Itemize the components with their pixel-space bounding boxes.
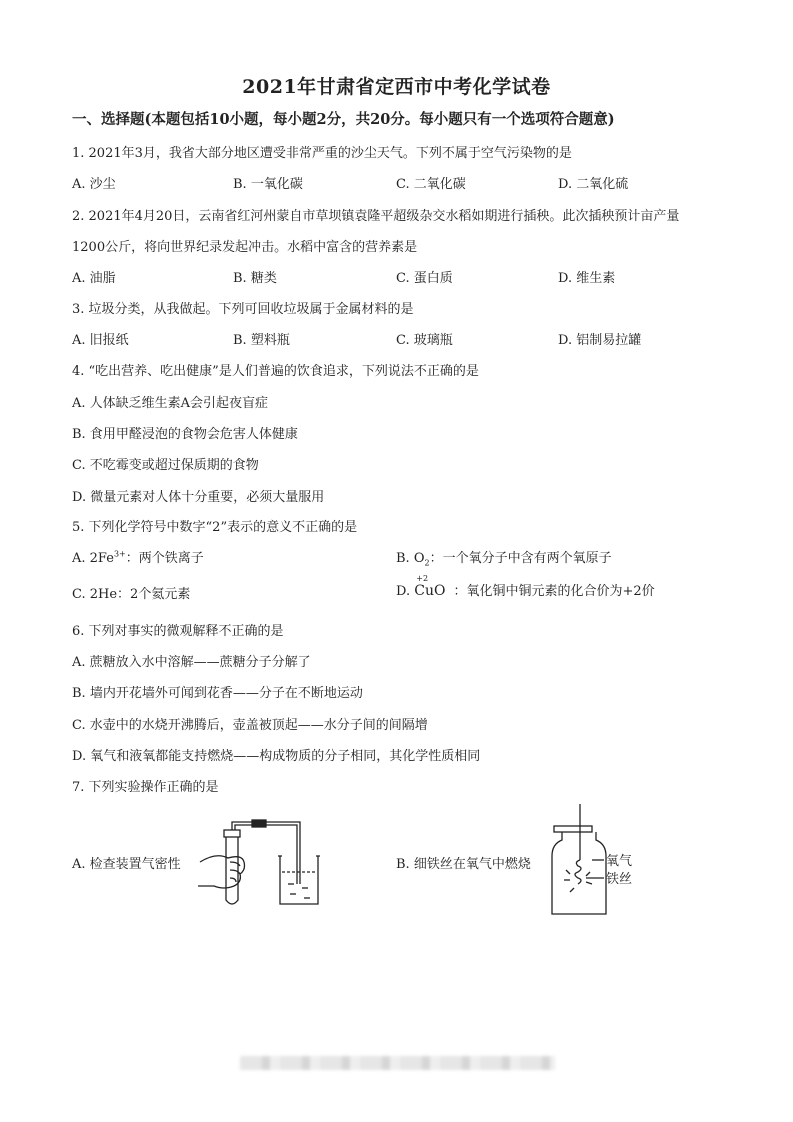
question-3-stem: 3. 垃圾分类，从我做起。下列可回收垃圾属于金属材料的是 [72,302,414,317]
question-1-stem: 1. 2021年3月，我省大部分地区遭受非常严重的沙尘天气。下列不属于空气污染物的是 [72,146,572,161]
q5-option-d [396,574,655,599]
q1-option-a: A. 沙尘 [72,177,116,192]
q3-option-c: C. 玻璃瓶 [396,333,453,348]
q5-d-prefix: D. [396,584,411,599]
iron-wire-oxygen-figure [548,804,648,920]
q5-d-formula: CuO [414,583,446,599]
q1-option-d: D. 二氧化硫 [558,177,629,192]
question-6-stem: 6. 下列对事实的微观解释不正确的是 [72,624,284,639]
q2-option-c: C. 蛋白质 [396,271,453,286]
q5-b-prefix: B. O [396,551,425,566]
q6-option-b: B. 墙内开花墙外可闻到花香——分子在不断地运动 [72,686,363,701]
question-2-stem: 2. 2021年4月20日，云南省红河州蒙自市草坝镇袁隆平超级杂交水稻如期进行插秧。此次插秧预计亩产量 [72,209,680,224]
q4-option-b: B. 食用甲醛浸泡的食物会危害人体健康 [72,427,298,442]
q3-option-a: A. 旧报纸 [72,333,129,348]
q4-option-a: A. 人体缺乏维生素A会引起夜盲症 [72,396,269,411]
q5-option-b [396,547,612,566]
q6-option-a: A. 蔗糖放入水中溶解——蔗糖分子分解了 [72,655,311,670]
airtightness-check-figure [194,812,326,912]
question-2-stem-cont: 1200公斤，将向世界纪录发起冲击。水稻中富含的营养素是 [72,240,418,255]
q3-option-b: B. 塑料瓶 [233,333,290,348]
q3-option-d: D. 铝制易拉罐 [558,333,642,348]
question-4-stem: 4. “吃出营养、吃出健康”是人们普遍的饮食追求，下列说法不正确的是 [72,364,479,379]
oxygen-label: 氧气 [606,854,633,869]
q5-a-text: ：两个铁离子 [125,551,204,566]
question-7-stem: 7. 下列实验操作正确的是 [72,780,219,795]
q6-option-c: C. 水壶中的水烧开沸腾后，壶盖被顶起——水分子间的间隔增 [72,718,428,733]
exam-title: 2021年甘肃省定西市中考化学试卷 [242,76,551,98]
iron-wire-label: 铁丝 [606,872,633,887]
q5-d-formula-wrap [414,574,446,599]
q7-option-a: A. 检查装置气密性 [72,857,181,872]
q5-option-c: C. 2He：2个氦元素 [72,587,191,602]
q5-b-text: ：一个氧分子中含有两个氧原子 [429,551,612,566]
q6-option-d: D. 氧气和液氧都能支持燃烧——构成物质的分子相同，其化学性质相同 [72,749,481,764]
q5-d-valence: +2 [416,574,429,583]
q4-option-c: C. 不吃霉变或超过保质期的食物 [72,458,259,473]
q5-a-prefix: A. 2Fe [72,551,114,566]
blurred-watermark [240,1056,555,1070]
q7-option-b: B. 细铁丝在氧气中燃烧 [396,857,531,872]
section-heading: 一、选择题(本题包括10小题，每小题2分，共20分。每小题只有一个选项符合题意) [72,111,615,128]
q5-d-text: ：氧化铜中铜元素的化合价为+2价 [453,584,655,599]
q5-option-a [72,547,204,566]
q4-option-d: D. 微量元素对人体十分重要，必须大量服用 [72,490,325,505]
q5-a-charge: 3+ [113,549,126,559]
question-5-stem: 5. 下列化学符号中数字“2”表示的意义不正确的是 [72,520,358,535]
q1-option-c: C. 二氧化碳 [396,177,466,192]
q2-option-a: A. 油脂 [72,271,116,286]
q1-option-b: B. 一氧化碳 [233,177,303,192]
q5-b-subscript: 2 [424,558,430,568]
q2-option-b: B. 糖类 [233,271,277,286]
q2-option-d: D. 维生素 [558,271,616,286]
